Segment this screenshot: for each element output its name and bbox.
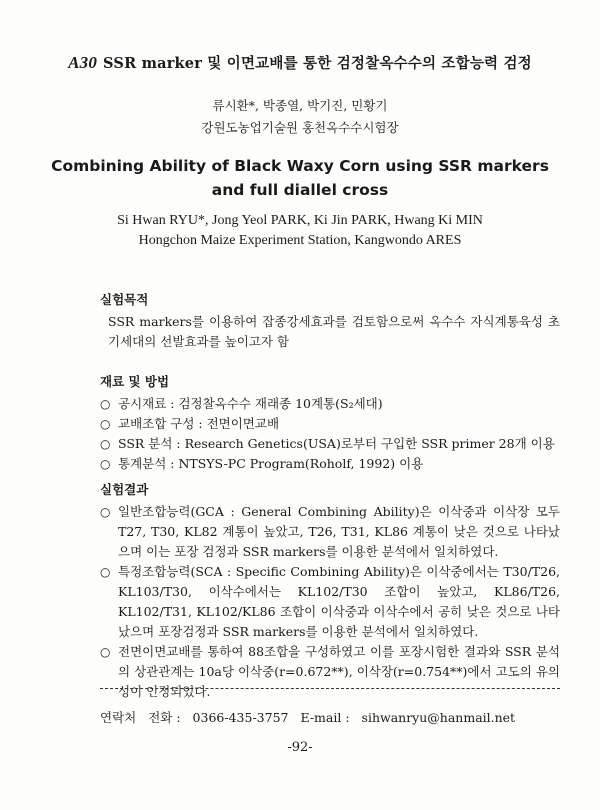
page-number: -92- xyxy=(287,740,313,755)
phone-label: 전화 : xyxy=(148,710,181,725)
results-item-text: 전면이면교배를 통하여 88조합을 구성하였고 이를 포장시험한 결과와 SSR 분석의 상관관계는 10a당 이삭중(r=0.672**), 이삭장(r=0.754**)에서 고도의 유의성이 인정되었다. xyxy=(118,644,560,699)
email-address: sihwanryu@hanmail.net xyxy=(361,710,516,725)
bullet-icon: ○ xyxy=(100,397,111,411)
methods-item-text: SSR 분석 : Research Genetics(USA)로부터 구입한 SSR primer 28개 이용 xyxy=(118,436,555,451)
korean-authors: 류시환*, 박종열, 박기진, 민황기 xyxy=(212,98,388,113)
methods-item-text: 통계분석 : NTSYS-PC Program(Roholf, 1992) 이용 xyxy=(118,456,424,471)
bullet-icon: ○ xyxy=(100,565,111,579)
contact-line xyxy=(100,708,523,726)
list-item xyxy=(100,434,560,454)
korean-affiliation: 강원도농업기술원 홍천옥수수시험장 xyxy=(201,120,399,135)
list-item xyxy=(100,562,560,642)
purpose-section xyxy=(100,290,560,352)
list-item xyxy=(100,502,560,562)
purpose-heading: 실험목적 xyxy=(100,292,149,307)
korean-title-text: SSR marker 및 이면교배를 통한 검정찰옥수수의 조합능력 검정 xyxy=(103,55,532,72)
english-title xyxy=(0,154,600,202)
bullet-icon: ○ xyxy=(100,417,111,431)
dashed-divider xyxy=(100,688,560,689)
bullet-icon: ○ xyxy=(100,437,111,451)
methods-heading: 재료 및 방법 xyxy=(100,374,170,389)
abstract-code: A30 xyxy=(68,53,98,72)
phone-number: 0366-435-3757 xyxy=(192,710,289,725)
english-authors: Si Hwan RYU*, Jong Yeol PARK, Ki Jin PARK, Hwang Ki MIN xyxy=(117,213,483,228)
list-item xyxy=(100,394,560,414)
methods-section xyxy=(100,372,560,474)
bullet-icon: ○ xyxy=(100,505,111,519)
results-heading: 실험결과 xyxy=(100,482,149,497)
english-title-line1: Combining Ability of Black Waxy Corn using SSR markers xyxy=(51,157,549,175)
english-title-line2: and full diallel cross xyxy=(211,181,389,199)
list-item xyxy=(100,414,560,434)
english-affiliation: Hongchon Maize Experiment Station, Kangwondo ARES xyxy=(138,233,462,248)
methods-item-text: 공시재료 : 검정찰옥수수 재래종 10계통(S₂세대) xyxy=(118,396,383,411)
email-label: E-mail : xyxy=(300,710,350,725)
results-item-text: 특정조합능력(SCA : Specific Combining Ability)은 이삭중에서는 T30/T26, KL103/T30, 이삭수에서는 KL102/T30 조합이 높았고, KL86/T26, KL102/T31, KL102/KL86 조합이 이삭중과 이삭수에서 공히 낮은 것으로 나타났으며 포장검정과 SSR markers를 이용한 분석에서 일치하였다. xyxy=(118,564,560,639)
contact-label: 연락처 xyxy=(100,710,137,725)
list-item xyxy=(100,642,560,702)
korean-title xyxy=(0,52,600,73)
results-item-text: 일반조합능력(GCA : General Combining Ability)은 이삭중과 이삭장 모두 T27, T30, KL82 계통이 높았고, T26, T31, KL86 계통이 낮은 것으로 나타났으며 이는 포장 검정과 SSR markers를 이용한 분석에서 일치하였다. xyxy=(118,504,560,559)
results-section xyxy=(100,480,560,702)
methods-item-text: 교배조합 구성 : 전면이면교배 xyxy=(118,416,280,431)
bullet-icon: ○ xyxy=(100,645,111,659)
purpose-text: SSR markers를 이용하여 잡종강세효과를 검토함으로써 옥수수 자식계통육성 초기세대의 선발효과를 높이고자 함 xyxy=(108,314,560,349)
list-item xyxy=(100,454,560,474)
bullet-icon: ○ xyxy=(100,457,111,471)
